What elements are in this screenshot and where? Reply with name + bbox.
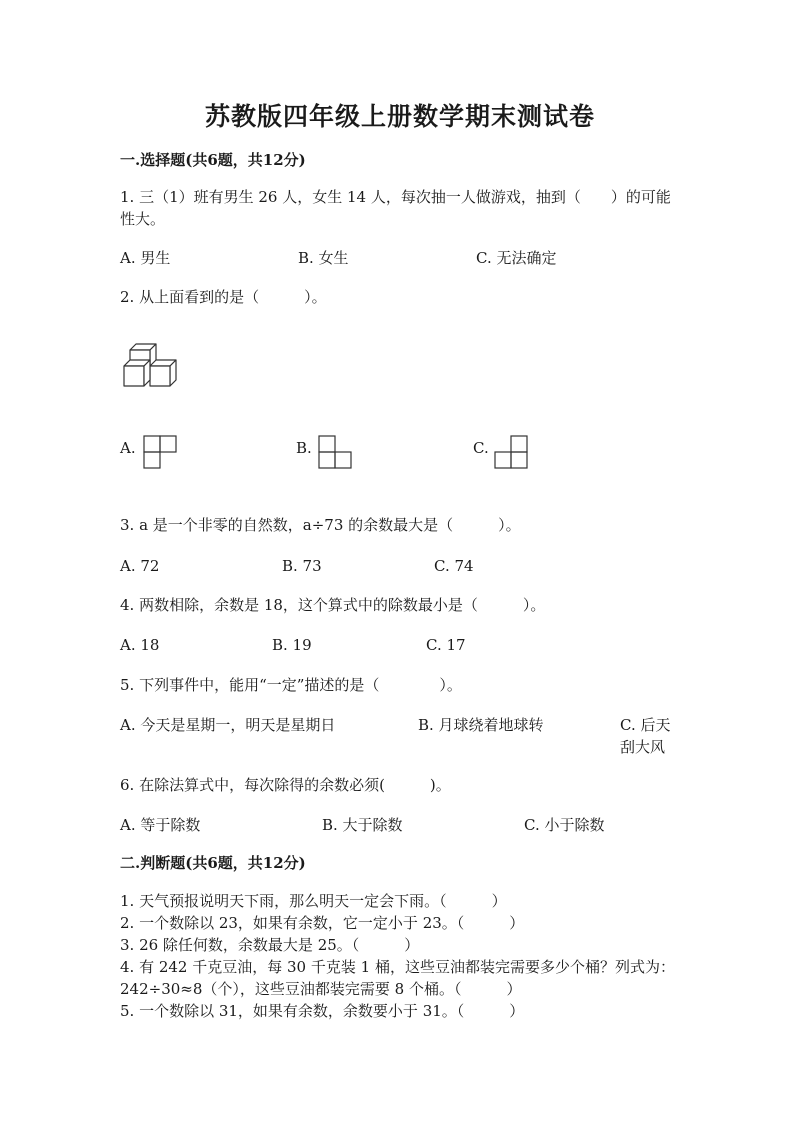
judge-question-5: 5. 一个数除以 31，如果有余数，余数要小于 31。（ ）	[120, 1002, 525, 1020]
question-4-text: 4. 两数相除，余数是 18，这个算式中的除数最小是（ ）。	[120, 596, 546, 614]
question-4-option-b[interactable]: B. 19	[272, 636, 312, 654]
question-2-option-a[interactable]: A.	[120, 439, 136, 457]
judge-question-3: 3. 26 除任何数，余数最大是 25。（ ）	[120, 936, 420, 954]
question-1-option-b[interactable]: B. 女生	[298, 249, 349, 267]
question-5-text: 5. 下列事件中，能用“一定”描述的是（ ）。	[120, 676, 462, 694]
question-1-options	[120, 247, 680, 269]
question-6-option-b[interactable]: B. 大于除数	[322, 816, 403, 834]
question-3-option-b[interactable]: B. 73	[282, 557, 322, 575]
question-4-option-a[interactable]: A. 18	[120, 636, 160, 654]
judge-question-4: 4. 有 242 千克豆油，每 30 千克装 1 桶，这些豆油都装完需要多少个桶？列式为：242÷30≈8（个），这些豆油都装完需要 8 个桶。（ ）	[120, 958, 675, 998]
question-6-option-c[interactable]: C. 小于除数	[524, 816, 605, 834]
question-4-option-c[interactable]: C. 17	[426, 636, 466, 654]
judge-question-2: 2. 一个数除以 23，如果有余数，它一定小于 23。（ ）	[120, 914, 525, 932]
question-3-option-a[interactable]: A. 72	[120, 557, 160, 575]
question-5-option-b[interactable]: B. 月球绕着地球转	[418, 716, 544, 734]
top-view-option-b-icon	[318, 435, 354, 471]
question-2-option-b[interactable]: B.	[296, 439, 312, 457]
question-3-option-c[interactable]: C. 74	[434, 557, 474, 575]
judge-question-1: 1. 天气预报说明天下雨，那么明天一定会下雨。（ ）	[120, 892, 507, 910]
section-heading-judge: 二.判断题(共6题，共12分)	[120, 854, 306, 872]
exam-title: 苏教版四年级上册数学期末测试卷	[204, 102, 595, 131]
judge-question-list	[120, 890, 680, 1022]
question-1-option-a[interactable]: A. 男生	[120, 249, 171, 267]
question-6-text: 6. 在除法算式中，每次除得的余数必须( )。	[120, 776, 451, 794]
question-2-text: 2. 从上面看到的是（ ）。	[120, 288, 327, 306]
question-5-option-a[interactable]: A. 今天是星期一，明天是星期日	[120, 716, 336, 734]
question-6-options	[120, 814, 680, 836]
question-2-option-c[interactable]: C.	[473, 439, 489, 457]
cube-stack-icon	[120, 340, 182, 390]
top-view-option-c-icon	[494, 435, 530, 471]
question-3-text: 3. a 是一个非零的自然数，a÷73 的余数最大是（ ）。	[120, 516, 521, 534]
question-5-option-c[interactable]: C. 后天刮大风	[620, 716, 671, 756]
question-6-option-a[interactable]: A. 等于除数	[120, 816, 201, 834]
question-1-option-c[interactable]: C. 无法确定	[476, 249, 557, 267]
question-4-options	[120, 634, 680, 656]
question-1-text: 1. 三（1）班有男生 26 人，女生 14 人，每次抽一人做游戏，抽到（ ）的可能性大。	[120, 188, 671, 228]
top-view-option-a-icon	[143, 435, 179, 471]
section-heading-choice: 一.选择题(共6题，共12分)	[120, 151, 306, 169]
question-3-options	[120, 555, 680, 577]
